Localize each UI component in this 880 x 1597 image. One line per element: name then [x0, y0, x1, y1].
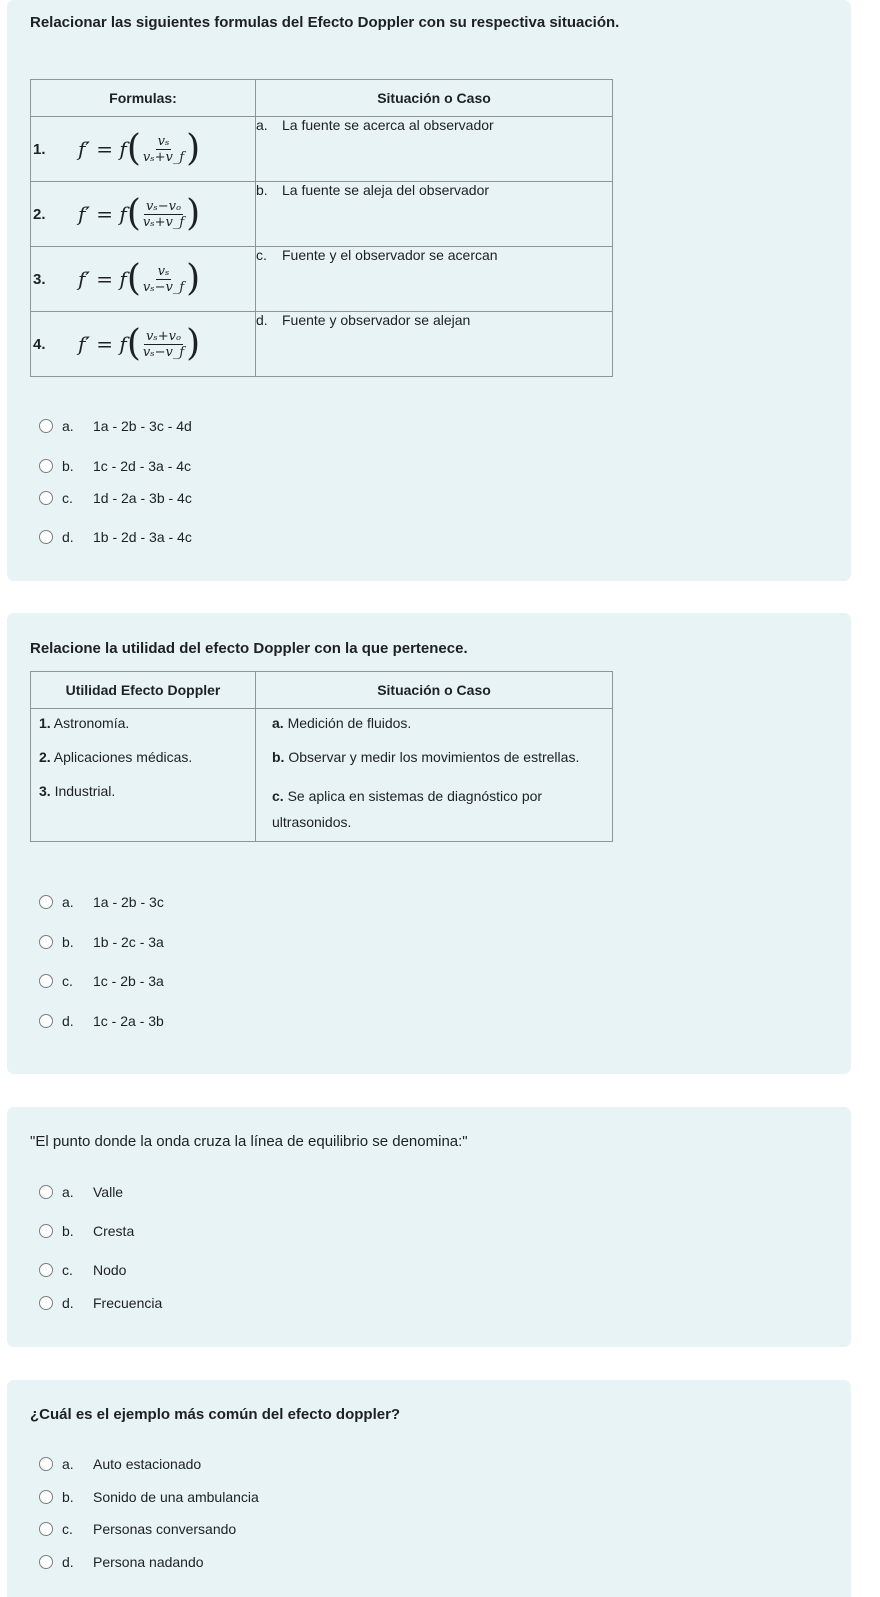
- table-row: [31, 709, 613, 744]
- option-letter: d.: [62, 1295, 74, 1311]
- table-row: [31, 743, 613, 777]
- utility-text: Aplicaciones médicas.: [50, 749, 193, 765]
- case-text: Se aplica en sistemas de diagnóstico por ultrasonidos.: [272, 788, 543, 830]
- formula: 3. f′ = f ( $\frac{\text{vₛ}}{\text{vₛ−v\_f}}$ ): [33, 258, 201, 299]
- utility-text: Industrial.: [50, 783, 116, 799]
- formula-number: 3.: [33, 270, 46, 288]
- radio-button[interactable]: [39, 974, 53, 988]
- option-letter: d.: [62, 1013, 74, 1029]
- option-text: Frecuencia: [93, 1295, 163, 1311]
- option-text: 1d - 2a - 3b - 4c: [93, 490, 192, 506]
- answer-option-c[interactable]: [39, 1519, 236, 1539]
- utility-table: [30, 671, 613, 842]
- option-text: Sonido de una ambulancia: [93, 1489, 259, 1505]
- numerator: vₛ+vₒ: [146, 328, 181, 344]
- answer-option-d[interactable]: [39, 1011, 164, 1031]
- answer-option-d[interactable]: [39, 527, 192, 547]
- option-text: 1c - 2d - 3a - 4c: [93, 458, 192, 474]
- question-prompt: ¿Cuál es el ejemplo más común del efecto doppler?: [30, 1406, 401, 1423]
- option-letter: d.: [62, 529, 74, 545]
- utility-text: Astronomía.: [50, 715, 130, 731]
- radio-button[interactable]: [39, 459, 53, 473]
- situation-letter: c.: [256, 247, 267, 263]
- formula-lhs: f′ = f: [78, 137, 127, 161]
- option-text: 1b - 2d - 3a - 4c: [93, 529, 192, 545]
- radio-button[interactable]: [39, 935, 53, 949]
- option-text: Auto estacionado: [93, 1456, 202, 1472]
- denominator: vₛ+v_f: [142, 214, 185, 230]
- option-text: 1c - 2a - 3b: [93, 1013, 164, 1029]
- table-row: [31, 312, 613, 377]
- table-row: [31, 117, 613, 182]
- question-card-4: [7, 1380, 851, 1597]
- radio-button[interactable]: [39, 895, 53, 909]
- option-letter: c.: [62, 1521, 73, 1537]
- table-header: Formulas:: [31, 80, 256, 117]
- option-text: 1b - 2c - 3a: [93, 934, 164, 950]
- radio-button[interactable]: [39, 1457, 53, 1471]
- situation-letter: a.: [256, 117, 268, 133]
- answer-option-c[interactable]: [39, 488, 192, 508]
- answer-option-d[interactable]: [39, 1293, 162, 1313]
- option-text: 1a - 2b - 3c - 4d: [93, 418, 192, 434]
- table-row: [31, 247, 613, 312]
- option-letter: a.: [62, 418, 74, 434]
- radio-button[interactable]: [39, 1555, 53, 1569]
- question-prompt: Relacionar las siguientes formulas del Efecto Doppler con su respectiva situación.: [30, 14, 620, 31]
- option-letter: a.: [62, 894, 74, 910]
- row-number: 3.: [39, 783, 51, 799]
- radio-button[interactable]: [39, 1296, 53, 1310]
- answer-option-b[interactable]: [39, 1221, 134, 1241]
- formula-number: 2.: [33, 205, 46, 223]
- table-header: Situación o Caso: [256, 80, 613, 117]
- option-letter: b.: [62, 1223, 74, 1239]
- formula-lhs: f′ = f: [78, 267, 127, 291]
- situation-text: La fuente se acerca al observador: [282, 117, 494, 133]
- situation-text: Fuente y observador se alejan: [282, 312, 471, 328]
- answer-option-b[interactable]: [39, 932, 164, 952]
- table-row: [31, 182, 613, 247]
- option-text: Persona nadando: [93, 1554, 204, 1570]
- option-letter: b.: [62, 458, 74, 474]
- denominator: vₛ−v_f: [142, 344, 185, 360]
- formula: 4. f′ = f ( $\frac{\text{vₛ+vₒ}}{\text{vₛ−v\_f}}$ ): [33, 323, 201, 364]
- option-letter: c.: [62, 973, 73, 989]
- option-text: 1c - 2b - 3a: [93, 973, 164, 989]
- formula-number: 1.: [33, 140, 46, 158]
- row-number: 1.: [39, 715, 51, 731]
- case-text: Observar y medir los movimientos de estrellas.: [284, 749, 580, 765]
- situation-text: Fuente y el observador se acercan: [282, 247, 498, 263]
- option-letter: a.: [62, 1456, 74, 1472]
- table-row: [31, 777, 613, 842]
- formula-number: 4.: [33, 335, 46, 353]
- option-letter: d.: [62, 1554, 74, 1570]
- table-header: Utilidad Efecto Doppler: [31, 672, 256, 709]
- question-card-2: [7, 613, 851, 1074]
- numerator: vₛ: [157, 133, 170, 149]
- radio-button[interactable]: [39, 1522, 53, 1536]
- question-prompt: "El punto donde la onda cruza la línea de equilibrio se denomina:": [30, 1133, 468, 1150]
- row-letter: a.: [272, 715, 284, 731]
- formula-table: [30, 79, 613, 377]
- answer-option-b[interactable]: [39, 1487, 259, 1507]
- situation-letter: b.: [256, 182, 268, 198]
- radio-button[interactable]: [39, 530, 53, 544]
- table-header: Situación o Caso: [256, 672, 613, 709]
- answer-option-c[interactable]: [39, 1260, 126, 1280]
- row-number: 2.: [39, 749, 51, 765]
- option-text: Nodo: [93, 1262, 127, 1278]
- formula-lhs: f′ = f: [78, 202, 127, 226]
- question-card-3: [7, 1107, 851, 1347]
- answer-option-a[interactable]: [39, 1454, 201, 1474]
- formula: 2. f′ = f ( $\frac{\text{vₛ−vₒ}}{\text{vₛ+v\_f}}$ ): [33, 193, 201, 234]
- answer-option-d[interactable]: [39, 1552, 204, 1572]
- denominator: vₛ−v_f: [142, 279, 185, 295]
- question-card-1: [7, 0, 851, 581]
- radio-button[interactable]: [39, 1185, 53, 1199]
- numerator: vₛ: [157, 263, 170, 279]
- option-text: Personas conversando: [93, 1521, 237, 1537]
- radio-button[interactable]: [39, 1224, 53, 1238]
- answer-option-a[interactable]: [39, 892, 164, 912]
- option-text: Cresta: [93, 1223, 135, 1239]
- row-letter: b.: [272, 749, 285, 765]
- option-letter: b.: [62, 934, 74, 950]
- numerator: vₛ−vₒ: [146, 198, 181, 214]
- answer-option-b[interactable]: [39, 456, 191, 476]
- option-letter: c.: [62, 1262, 73, 1278]
- option-letter: c.: [62, 490, 73, 506]
- radio-button[interactable]: [39, 1263, 53, 1277]
- option-letter: a.: [62, 1184, 74, 1200]
- option-letter: b.: [62, 1489, 74, 1505]
- formula: 1. f′ = f ( $\frac{\text{vₛ}}{\text{vₛ+v\_f}}$ ): [33, 128, 201, 169]
- answer-option-c[interactable]: [39, 971, 164, 991]
- radio-button[interactable]: [39, 1014, 53, 1028]
- formula-lhs: f′ = f: [78, 332, 127, 356]
- radio-button[interactable]: [39, 1490, 53, 1504]
- radio-button[interactable]: [39, 419, 53, 433]
- situation-text: La fuente se aleja del observador: [282, 182, 490, 198]
- case-text: Medición de fluidos.: [283, 715, 412, 731]
- option-text: 1a - 2b - 3c: [93, 894, 164, 910]
- answer-option-a[interactable]: [39, 416, 192, 436]
- radio-button[interactable]: [39, 491, 53, 505]
- answer-option-a[interactable]: [39, 1182, 123, 1202]
- row-letter: c.: [272, 788, 284, 804]
- option-text: Valle: [93, 1184, 124, 1200]
- question-prompt: Relacione la utilidad del efecto Doppler con la que pertenece.: [30, 640, 468, 657]
- situation-letter: d.: [256, 312, 268, 328]
- denominator: vₛ+v_f: [142, 149, 185, 165]
